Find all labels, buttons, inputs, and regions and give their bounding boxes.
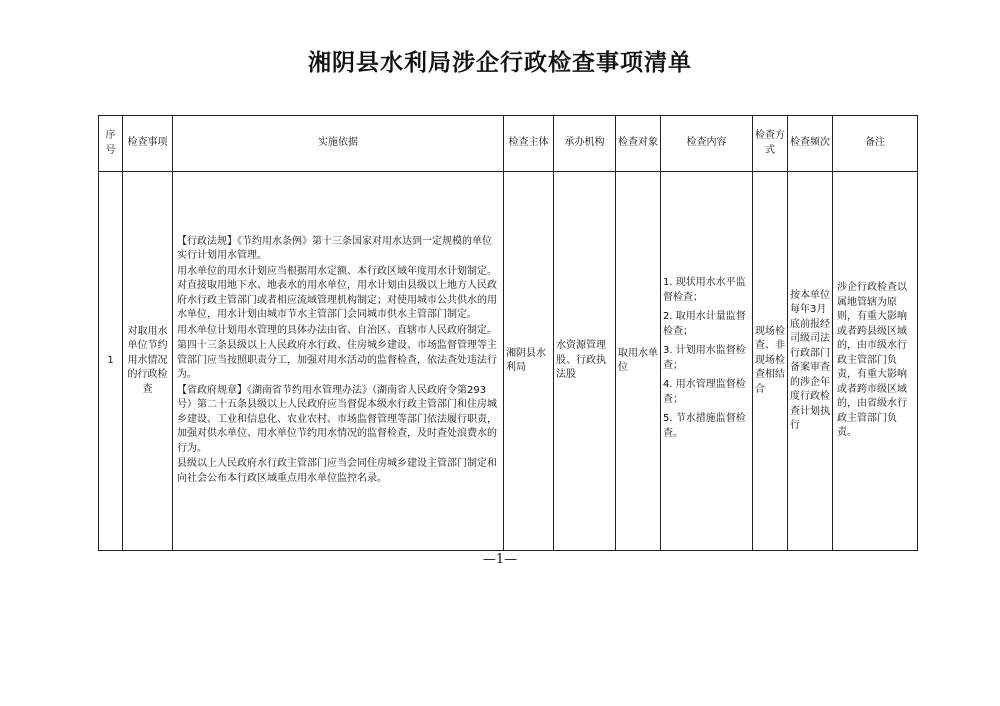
header-seq: 序号: [99, 116, 123, 172]
basis-paragraph: 第四十三条县级以上人民政府水行政、住房城乡建设、市场监督管理等主管部门应当按照职责分工，加强对用水活动的监督检查，依法查处违法行为。: [177, 340, 497, 381]
header-target: 检查对象: [616, 116, 661, 172]
header-method: 检查方式: [753, 116, 788, 172]
basis-paragraph: 用水单位计划用水管理的具体办法由省、自治区、直辖市人民政府制定。: [177, 324, 497, 336]
content-item: 5. 节水措施监督检查。: [663, 413, 746, 439]
cell-basis: [173, 172, 504, 551]
document-title: 湘阴县水利局涉企行政检查事项清单: [308, 49, 692, 76]
cell-agency: 水资源管理股、行政执法股: [554, 172, 616, 551]
basis-paragraph: 县级以上人民政府水行政主管部门应当会同住房城乡建设主管部门制定和向社会公布本行政区域重点用水单位监控名录。: [177, 458, 497, 484]
cell-frequency: 按本单位每年3月底前报经司级司法行政部门备案审查的涉企年度行政检查计划执行: [788, 172, 833, 551]
basis-paragraph: 用水单位的用水计划应当根据用水定额、本行政区域年度用水计划制定。对直接取用地下水、地表水的用水单位，用水计划由县级以上地方人民政府水行政主管部门或者相应流域管理机构制定；对使用城市公共供水的用水单位，用水计划由城市节水主管部门会同城市供水主管部门制定。: [177, 265, 497, 321]
content-item: 1. 现状用水水平监督检查；: [663, 277, 746, 303]
header-frequency: 检查频次: [788, 116, 833, 172]
cell-method: 现场检查、非现场检查相结合: [753, 172, 788, 551]
basis-paragraph: 【行政法规】《节约用水条例》第十三条国家对用水达到一定规模的单位实行计划用水管理。: [177, 235, 492, 262]
content-item: 3. 计划用水监督检查；: [663, 345, 746, 371]
basis-paragraph: 【省政府规章】《湖南省节约用水管理办法》（湖南省人民政府令第293号）第二十五条县级以上人民政府应当督促本级水行政主管部门和住房城乡建设、工业和信息化、农业农村、市场监督管理等部门依法履行职责，加强对供水单位、用水单位节约用水情况的监督检查，及时查处浪费水的行为。: [177, 384, 497, 454]
page-number: —1—: [482, 552, 518, 567]
table-header-row: [99, 116, 918, 172]
cell-content: [661, 172, 753, 551]
header-notes: 备注: [833, 116, 918, 172]
cell-seq: 1: [99, 172, 123, 551]
header-basis: 实施依据: [173, 116, 504, 172]
header-content: 检查内容: [661, 116, 753, 172]
table-row: [99, 172, 918, 551]
header-subject: 检查主体: [504, 116, 554, 172]
inspection-table: [98, 115, 918, 551]
cell-subject: 湘阴县水利局: [504, 172, 554, 551]
content-item: 2. 取用水计量监督检查；: [663, 311, 746, 337]
cell-item: 对取用水单位节约用水情况的行政检查: [123, 172, 173, 551]
header-agency: 承办机构: [554, 116, 616, 172]
header-item: 检查事项: [123, 116, 173, 172]
cell-target: 取用水单位: [616, 172, 661, 551]
cell-notes: 涉企行政检查以属地管辖为原则，有重大影响或者跨县级区域的，由市级水行政主管部门负责，有重大影响或者跨市级区域的，由省级水行政主管部门负责。: [833, 172, 918, 551]
content-item: 4. 用水管理监督检查；: [663, 379, 746, 405]
